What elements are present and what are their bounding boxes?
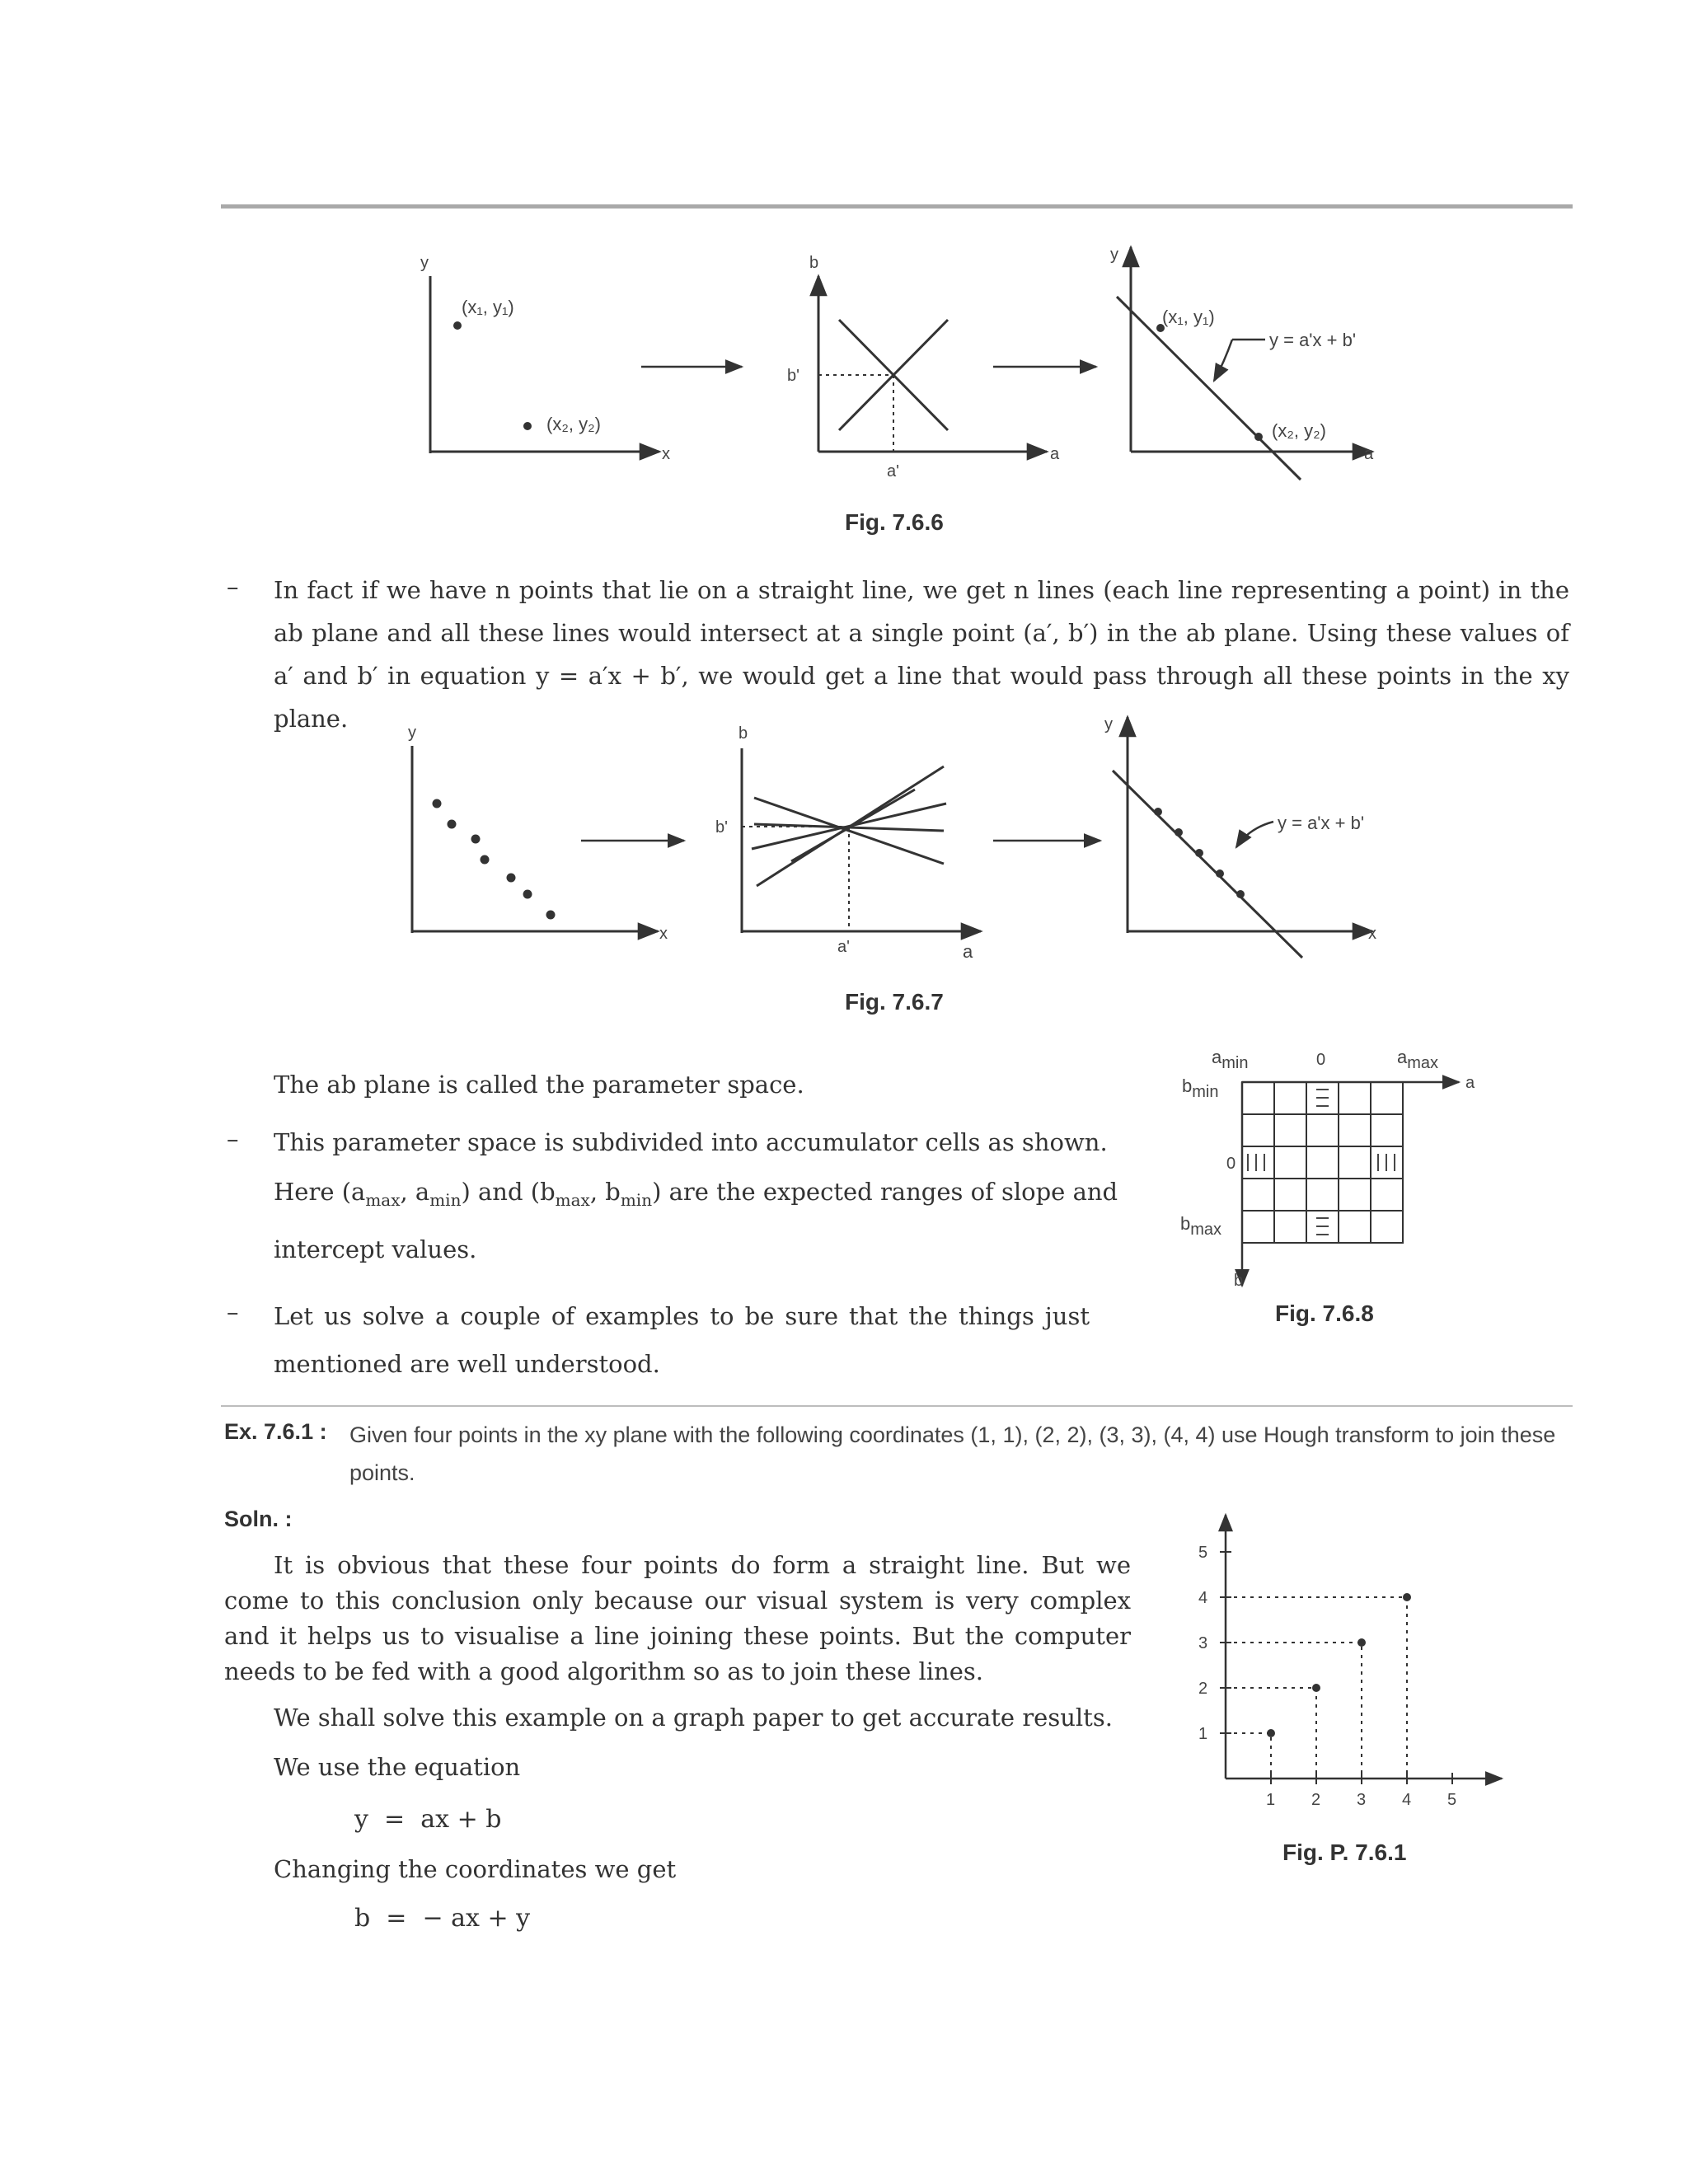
axis-y-label: y [420,254,429,272]
changing-text: Changing the coordinates we get [274,1855,677,1883]
svg-text:amax: amax [1397,1047,1439,1072]
example-text: Given four points in the xy plane with the following coordinates (1, 1), (2, 2), (3, 3), (4, 4) use Hough transform to join these points. [349,1422,1556,1485]
graph-paper-text: We shall solve this example on a graph paper to get accurate results. [274,1704,1113,1732]
y-tick-label: 1 [1198,1725,1208,1743]
equation-1: y = ax + b [354,1805,502,1834]
a-prime-label: a' [887,462,899,480]
data-point [1403,1593,1411,1601]
point-2-label: (x₂, y₂) [546,414,601,434]
axis-a-label: a [1364,445,1374,463]
bullet-dash: – [227,573,239,601]
y-tick-label: 3 [1198,1634,1208,1652]
fig-p-7-6-1-caption: Fig. P. 7.6.1 [1282,1840,1407,1865]
data-point [1312,1684,1320,1692]
x-tick-label: 2 [1311,1791,1321,1809]
axis-y-label: y [1104,715,1113,733]
svg-text:amin: amin [1212,1047,1249,1072]
axis-a-label: a [1050,445,1060,463]
data-point [1267,1729,1275,1737]
axis-x-label: x [1368,925,1376,943]
axis-y-label: y [1110,246,1118,264]
param-space-text: The ab plane is called the parameter space. [274,1071,804,1099]
axis-x-label: x [662,445,670,463]
fig-7-6-7-caption: Fig. 7.6.7 [845,989,944,1015]
a-prime-label: a' [837,938,850,956]
y-tick-label: 2 [1198,1680,1208,1698]
axis-b-label: b [738,724,748,743]
bullet-dash: – [227,1298,239,1326]
svg-text:a: a [1465,1074,1475,1092]
ranges-text: Here ($a_{max}$, $a_{min}$) and ($b_{max}$, $b_{min}$) are the expected ranges of slope and [274,1178,1118,1210]
intercept-text: intercept values. [274,1235,477,1263]
axis-a-label: a [963,941,973,962]
bullet-2-text: This parameter space is subdivided into accumulator cells as shown. [274,1128,1108,1156]
y-tick-label: 5 [1198,1544,1208,1562]
soln-label: Soln. : [224,1507,293,1531]
guide-line [1226,1733,1271,1779]
axis-b-label: b [809,254,819,272]
fig-7-6-6-caption: Fig. 7.6.6 [845,509,944,535]
soln-paragraph: It is obvious that these four points do form a straight line. But we come to this conclusion only because our visual system is very complex and it helps us to visualise a line joining these points. But the computer needs to be fed with a good algorithm so as to join these lines. [224,1551,1131,1685]
data-point [1357,1638,1366,1647]
fig-7-6-8-caption: Fig. 7.6.8 [1275,1301,1374,1326]
svg-text:b: b [1234,1272,1244,1290]
bullet-3-text: Let us solve a couple of examples to be sure that the things just mentioned are well understood. [274,1302,1090,1378]
point-1-label: (x₁, y₁) [462,297,514,317]
x-tick-label: 1 [1266,1791,1276,1809]
point-2-label: (x₂, y₂) [1272,420,1326,441]
point-1-label: (x₁, y₁) [1162,307,1215,327]
equation-2: b = − ax + y [354,1904,531,1933]
svg-text:0: 0 [1226,1155,1236,1173]
svg-text:bmin: bmin [1182,1076,1219,1101]
b-prime-label: b' [787,367,799,385]
x-tick-label: 3 [1357,1791,1367,1809]
use-eq-text: We use the equation [274,1753,521,1781]
line-eq-label: y = a'x + b' [1278,813,1365,833]
axis-y-label: y [408,724,416,742]
x-tick-label: 4 [1402,1791,1412,1809]
example-label: Ex. 7.6.1 : [224,1419,327,1444]
bullet-dash: – [227,1125,239,1153]
svg-text:bmax: bmax [1180,1213,1222,1239]
b-prime-label: b' [715,818,728,837]
line-eq-label: y = a'x + b' [1269,330,1357,350]
guide-line [1226,1643,1362,1779]
bullet-1-text: In fact if we have n points that lie on a straight line, we get n lines (each line representing a point) in the ab plane and all these lines would intersect at a single point (a′, b′) in the ab plane. Using these values of a′ and b′ in equation y = a′x + b′, we would get a line that would pass through all these points in the xy plane. [274,576,1569,733]
x-tick-label: 5 [1447,1791,1457,1809]
axis-x-label: x [659,925,668,943]
y-tick-label: 4 [1198,1589,1208,1607]
svg-text:0: 0 [1316,1051,1326,1069]
